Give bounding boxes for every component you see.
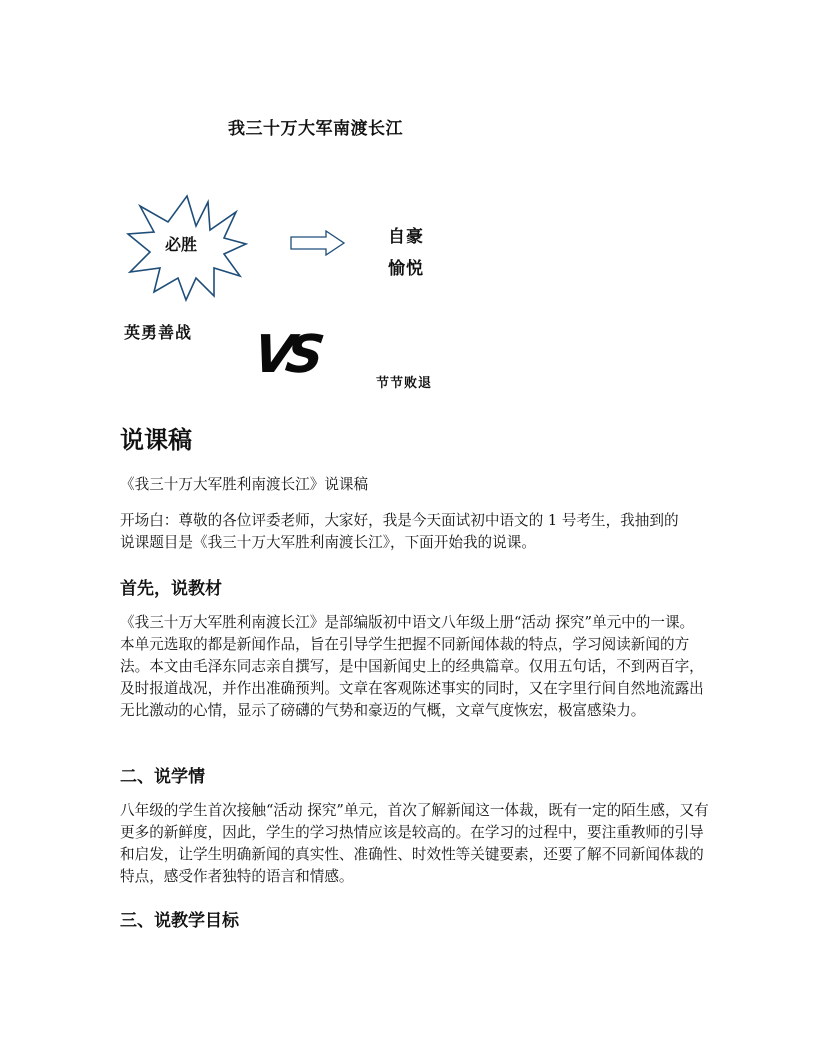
brave-label: 英勇善战 <box>124 323 193 342</box>
page-title: 说课稿 <box>120 426 192 454</box>
vs-logo-text: VS <box>249 325 320 385</box>
retreat-label: 节节败退 <box>376 376 433 391</box>
section1-heading: 首先，说教材 <box>120 579 222 599</box>
vs-logo <box>249 318 320 392</box>
burst-label: 必胜 <box>165 235 198 254</box>
section2-text: 八年级的学生首次接触“活动 探究”单元，首次了解新闻这一体裁，既有一定的陌生感，又有更多的新鲜度，因此，学生的学习热情应该是较高的。在学习的过程中，要注重教师的引导和启发，让学生明确新闻的真实性、准确性、时效性等关键要素，还要了解不同新闻体裁的特点，感受作者独特的语言和情感。 <box>120 802 709 885</box>
section2-paragraph <box>120 800 710 888</box>
doc-subtitle: 《我三十万大军胜利南渡长江》说课稿 <box>120 476 369 493</box>
section1-paragraph <box>120 612 708 722</box>
opening-text: 开场白：尊敬的各位评委老师，大家好，我是今天面试初中语文的 1 号考生，我抽到的说课题目是《我三十万大军胜利南渡长江》，下面开始我的说课。 <box>120 512 679 551</box>
right-arrow-icon <box>290 230 346 256</box>
section1-text: 《我三十万大军胜利南渡长江》是部编版初中语文八年级上册“活动 探究”单元中的一课。本单元选取的都是新闻作品，旨在引导学生把握不同新闻体裁的特点，学习阅读新闻的方法。本文由毛泽东同志亲自撰写，是中国新闻史上的经典篇章。仅用五句话，不到两百字，及时报道战况，并作出准确预判。文章在客观陈述事实的同时，又在字里行间自然地流露出无比激动的心情，显示了磅礴的气势和豪迈的气概，文章气度恢宏，极富感染力。 <box>120 614 704 719</box>
emotion-joy: 愉悦 <box>388 259 424 279</box>
diagram-title: 我三十万大军南渡长江 <box>228 119 403 139</box>
opening-paragraph <box>120 510 686 554</box>
section2-heading: 二、说学情 <box>120 767 205 787</box>
section3-heading: 三、说教学目标 <box>120 911 239 931</box>
emotion-pride: 自豪 <box>388 227 424 247</box>
